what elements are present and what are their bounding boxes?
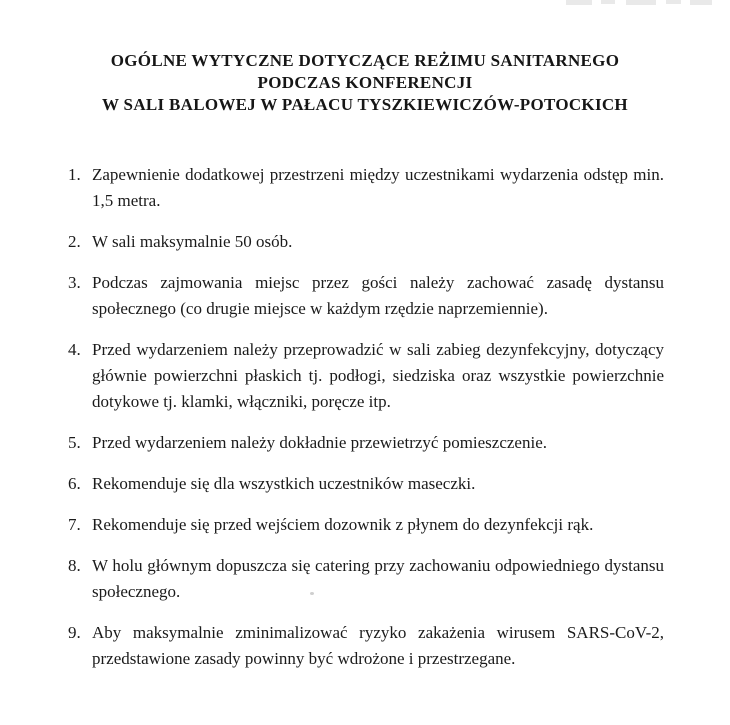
list-item: [68, 512, 664, 538]
list-item-text: Rekomenduje się przed wejściem dozownik z płynem do dezynfekcji rąk.: [92, 515, 594, 534]
scan-artifact: [566, 0, 592, 5]
list-item-number: 6.: [68, 474, 81, 493]
list-item-number: 1.: [68, 165, 81, 184]
list-item: [68, 430, 664, 456]
list-item-number: 9.: [68, 623, 81, 642]
title-line-2: PODCZAS KONFERENCJI: [257, 73, 473, 92]
list-item: [68, 270, 664, 322]
list-item-text: W holu głównym dopuszcza się catering przy zachowaniu odpowiedniego dystansu społecznego.: [92, 556, 664, 601]
list-item: [68, 162, 664, 214]
list-item-number: 3.: [68, 273, 81, 292]
list-item: [68, 471, 664, 497]
title-line-3: W SALI BALOWEJ W PAŁACU TYSZKIEWICZÓW-POTOCKICH: [102, 95, 628, 114]
scan-speck: [310, 592, 314, 595]
list-item-text: Przed wydarzeniem należy przeprowadzić w sali zabieg dezynfekcyjny, dotyczący głównie powierzchni płaskich tj. podłogi, siedziska oraz wszystkie powierzchnie dotykowe tj. klamki, włączniki, poręcze itp.: [92, 340, 664, 411]
list-item-number: 5.: [68, 433, 81, 452]
list-item: [68, 553, 664, 605]
list-item-text: W sali maksymalnie 50 osób.: [92, 232, 293, 251]
list-item-number: 7.: [68, 515, 81, 534]
list-item-number: 4.: [68, 340, 81, 359]
scan-artifact: [690, 0, 712, 5]
title-line-1: OGÓLNE WYTYCZNE DOTYCZĄCE REŻIMU SANITARNEGO: [110, 51, 620, 70]
scan-artifact: [601, 0, 615, 4]
list-item: [68, 337, 664, 415]
list-item-text: Przed wydarzeniem należy dokładnie przewietrzyć pomieszczenie.: [92, 433, 547, 452]
scan-artifact: [666, 0, 681, 4]
list-item-text: Zapewnienie dodatkowej przestrzeni między uczestnikami wydarzenia odstęp min. 1,5 metra.: [92, 165, 664, 210]
list-item-text: Aby maksymalnie zminimalizować ryzyko zakażenia wirusem SARS-CoV-2, przedstawione zasady powinny być wdrożone i przestrzegane.: [92, 623, 664, 668]
list-item: [68, 229, 664, 255]
list-item-text: Podczas zajmowania miejsc przez gości należy zachować zasadę dystansu społecznego (co drugie miejsce w każdym rzędzie naprzemiennie).: [92, 273, 664, 318]
guideline-list: [68, 162, 664, 672]
list-item: [68, 620, 664, 672]
list-item-number: 2.: [68, 232, 81, 251]
list-item-number: 8.: [68, 556, 81, 575]
document-title: [70, 50, 660, 116]
list-item-text: Rekomenduje się dla wszystkich uczestników maseczki.: [92, 474, 476, 493]
scan-artifact: [626, 0, 656, 5]
